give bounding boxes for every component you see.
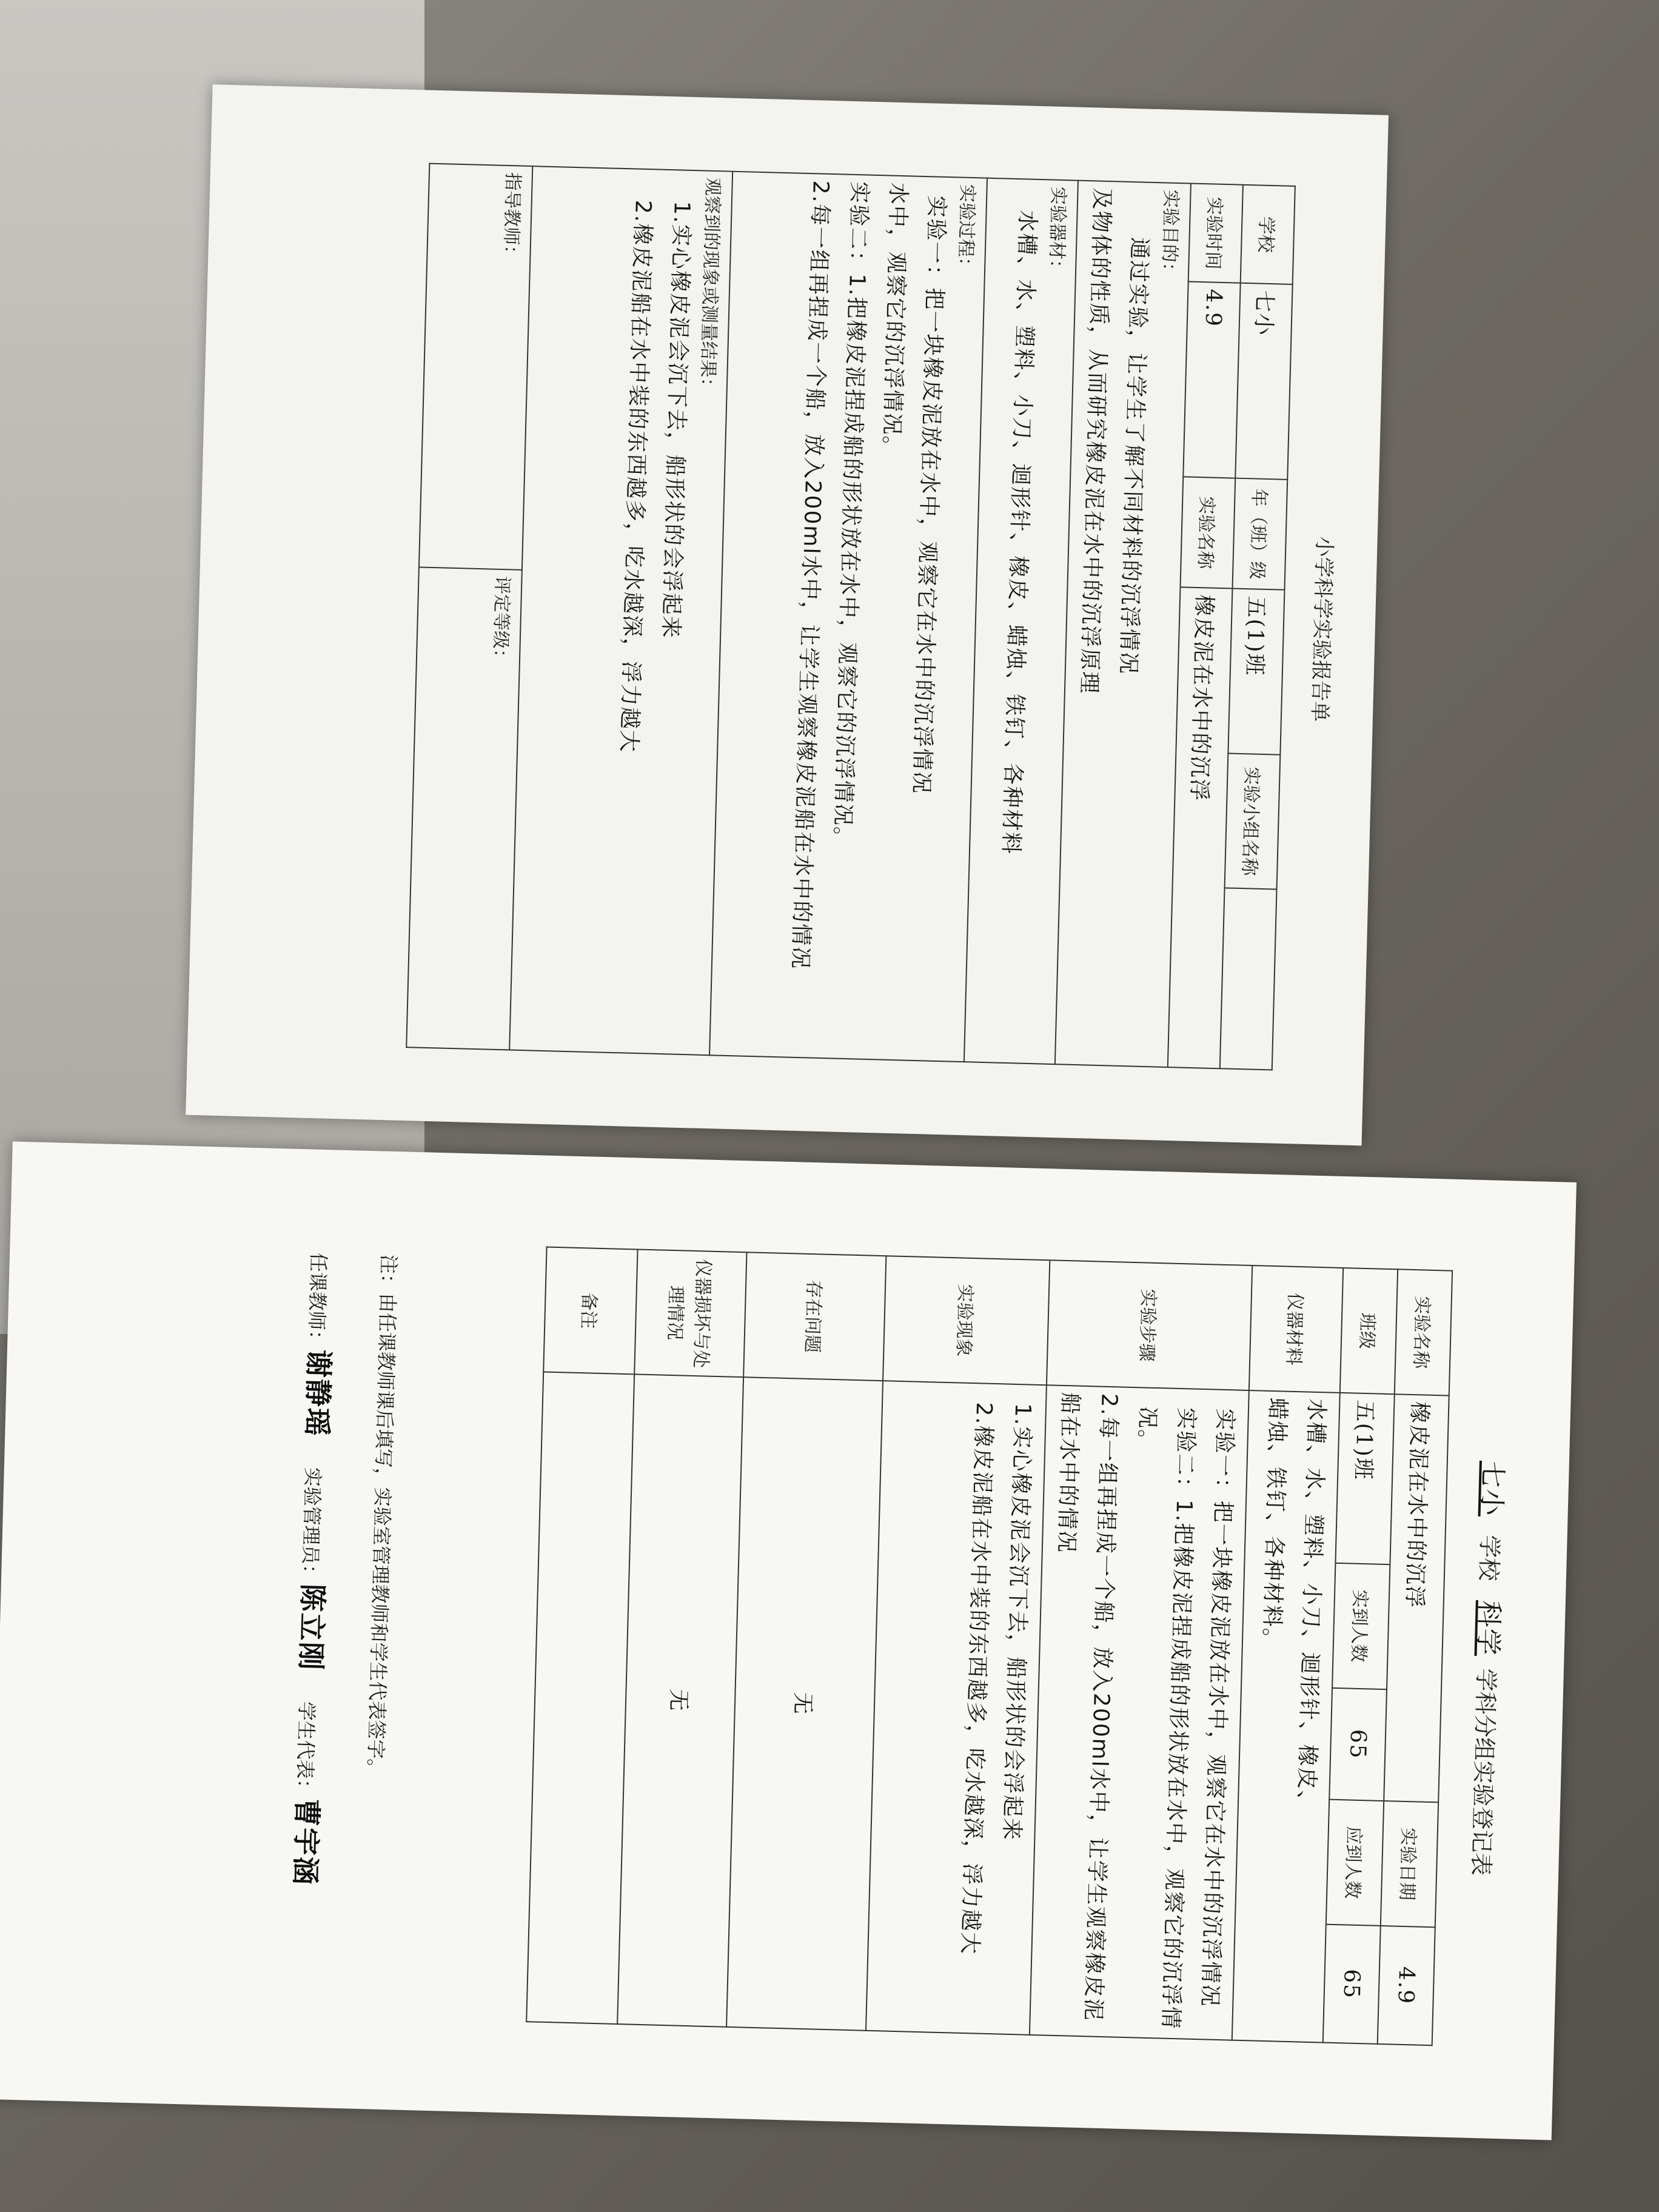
process-line-1: 实验一：把一块橡皮泥放在水中，观察它在水中的沉浮情况 (908, 195, 950, 795)
label-process: 实验过程： (954, 184, 978, 276)
register-form (526, 1247, 1453, 2046)
label-rating: 评定等级： (489, 575, 513, 668)
purpose-line-2: 及物体的性质，从而研究橡皮泥在水中的沉浮原理 (1076, 187, 1114, 695)
register-title-school-word: 学校 (1475, 1534, 1503, 1581)
register-title (1458, 1180, 1522, 2139)
sig-teacher-label: 任课教师： (304, 1252, 330, 1350)
reg-value-date: 4.9 (1378, 1926, 1435, 2045)
reg-value-class: 五(1)班 (1335, 1393, 1394, 1564)
reg-value-expected: 65 (1323, 1924, 1381, 2043)
value-date: 4.9 (1183, 281, 1240, 478)
experiment-register-sheet (0, 1141, 1577, 2140)
purpose-section (1055, 181, 1191, 1067)
value-name: 橡皮泥在水中的沉浮 (1168, 587, 1233, 1068)
reg-steps-line-2: 实验二：1.把橡皮泥捏成船的形状放在水中，观察它的沉浮情况。 (1134, 1406, 1199, 2030)
report-form (406, 163, 1296, 1071)
purpose-line-1: 通过实验，让学生了解不同材料的沉浮情况 (1115, 236, 1152, 675)
label-grade: 年（班）级 (1232, 478, 1287, 590)
label-observation: 观察到的现象或测量结果： (696, 177, 723, 397)
reg-label-problems: 存在问题 (743, 1252, 886, 1381)
reg-label-expected: 应到人数 (1326, 1800, 1384, 1926)
label-group: 实验小组名称 (1225, 753, 1281, 889)
reg-phenomenon-line-1: 1.实心橡皮泥会沉下去，船形状的会浮起来 (999, 1403, 1036, 1842)
observation-section (509, 166, 732, 1055)
reg-label-damage: 仪器损坏与处理情况 (634, 1250, 746, 1377)
sig-student: 曹宇涵 (288, 1798, 324, 1886)
sig-admin-label: 实验管理员： (298, 1467, 324, 1584)
report-title: 小学科学实验报告单 (1307, 535, 1336, 722)
register-subject: 科学 (1472, 1600, 1504, 1657)
rating-cell (406, 567, 522, 1050)
sig-teacher: 谢静瑶 (300, 1349, 336, 1438)
process-section (709, 172, 987, 1062)
register-title-rest: 学科分组实验登记表 (1467, 1667, 1500, 1876)
reg-label-remarks: 备注 (543, 1247, 637, 1375)
register-school: 七小 (1475, 1460, 1508, 1518)
reg-label-class: 班级 (1340, 1268, 1398, 1394)
reg-steps-line-1: 实验一：把一块橡皮泥放在水中，观察它在水中的沉浮情况 (1197, 1408, 1238, 2008)
reg-label-steps: 实验步骤 (1047, 1260, 1252, 1390)
label-date: 实验时间 (1188, 184, 1243, 283)
reg-steps-cell (1030, 1385, 1249, 2040)
reg-value-name: 橡皮泥在水中的沉浮 (1384, 1394, 1449, 1802)
label-teacher: 指导教师： (500, 172, 524, 264)
reg-label-present: 实到人数 (1332, 1563, 1390, 1689)
reg-label-equipment: 仪器材料 (1249, 1265, 1343, 1393)
materials-line: 水槽、水、塑料、小刀、迴形针、橡皮、蜡烛、铁钉、各种材料 (997, 209, 1040, 856)
reg-equipment-cell (1232, 1390, 1340, 2043)
reg-value-problems: 无 (726, 1377, 883, 2031)
label-school: 学校 (1241, 185, 1295, 284)
experiment-report-sheet (186, 84, 1389, 1145)
reg-remarks-cell (526, 1372, 634, 2024)
value-school: 七小 (1235, 283, 1292, 480)
sig-student-label: 学生代表： (292, 1701, 318, 1799)
reg-label-name: 实验名称 (1395, 1269, 1452, 1395)
teacher-cell (419, 164, 532, 570)
reg-label-phenomenon: 实验现象 (883, 1256, 1050, 1385)
observation-line-1: 1.实心橡皮泥会沉下去，船形状的会浮起来 (657, 200, 694, 640)
register-signatures (287, 1252, 343, 1886)
reg-value-damage: 无 (617, 1374, 743, 2027)
value-group (1220, 888, 1277, 1070)
process-line-4: 2.每一组再捏成一个船，放入200ml水中，让学生观察橡皮泥船在水中的情况 (787, 179, 833, 970)
reg-label-date: 实验日期 (1381, 1801, 1438, 1927)
label-name: 实验名称 (1181, 477, 1236, 588)
sig-admin: 陈立刚 (294, 1583, 329, 1672)
observation-line-2: 2.橡皮泥船在水中装的东西越多，吃水越深，浮力越大 (616, 199, 655, 754)
reg-phenomenon-line-2: 2.橡皮泥船在水中装的东西越多，吃水越深，浮力越大 (957, 1401, 997, 1956)
reg-value-present: 65 (1329, 1687, 1387, 1801)
register-note: 注：由任课教师课后填写，实验室管理教师和学生代表签字。 (363, 1254, 401, 1778)
process-line-3: 实验二：1.把橡皮泥捏成船的形状放在水中，观察它的沉浮情况。 (829, 181, 872, 850)
label-purpose: 实验目的： (1158, 189, 1182, 281)
process-line-2: 水中，观察它的沉浮情况。 (878, 182, 911, 460)
label-materials: 实验器材： (1045, 186, 1069, 278)
value-grade: 五(1)班 (1228, 589, 1284, 755)
reg-equipment-line-2: 蜡烛、铁钉、各种材料。 (1258, 1397, 1290, 1652)
reg-steps-line-3: 2.每一组再捏成一个船，放入200ml水中，让学生观察橡皮泥船在水中的情况 (1053, 1392, 1122, 2022)
reg-equipment-line-1: 水槽、水、塑料、小刀、迴形针、橡皮、 (1293, 1398, 1329, 1814)
reg-phenomenon-cell (866, 1381, 1047, 2035)
